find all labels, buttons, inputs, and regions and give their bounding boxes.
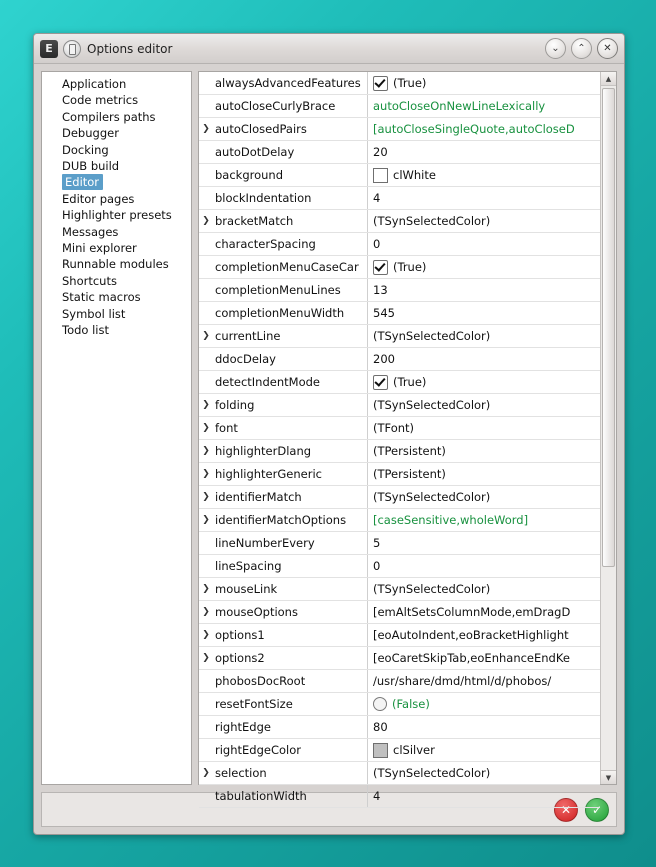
property-value-cell[interactable] <box>368 371 600 393</box>
property-name: autoCloseCurlyBrace <box>213 95 368 117</box>
property-value: (TPersistent) <box>373 467 446 482</box>
expander-placeholder <box>199 716 213 738</box>
property-value: 4 <box>373 191 381 206</box>
property-value: (True) <box>393 375 427 390</box>
property-value-cell[interactable] <box>368 739 600 761</box>
tree-item-label: Runnable modules <box>62 257 169 272</box>
property-value: 20 <box>373 145 388 160</box>
tree-item-label: Code metrics <box>62 93 139 108</box>
tree-item-static-macros[interactable] <box>48 289 189 305</box>
tree-item-debugger[interactable] <box>48 125 189 141</box>
expander-placeholder <box>199 785 213 807</box>
property-value-cell[interactable] <box>368 716 600 738</box>
tree-item-code-metrics[interactable] <box>48 92 189 108</box>
color-swatch[interactable] <box>373 168 388 183</box>
property-value-cell[interactable] <box>368 233 600 255</box>
tree-item-dub-build[interactable] <box>48 158 189 174</box>
expander-placeholder <box>199 95 213 117</box>
tree-item-symbol-list[interactable] <box>48 306 189 322</box>
property-value-cell[interactable] <box>368 256 600 278</box>
expander-placeholder <box>199 256 213 278</box>
expander-placeholder <box>199 164 213 186</box>
property-name: options1 <box>213 624 368 646</box>
cancel-button[interactable]: ✕ <box>554 798 578 822</box>
property-value-cell[interactable] <box>368 555 600 577</box>
property-value: (TSynSelectedColor) <box>373 398 491 413</box>
expand-arrow-icon[interactable]: ❯ <box>202 515 210 526</box>
property-row[interactable] <box>199 624 600 647</box>
property-row[interactable] <box>199 509 600 532</box>
property-name: highlighterGeneric <box>213 463 368 485</box>
property-name: lineNumberEvery <box>213 532 368 554</box>
property-row[interactable] <box>199 532 600 555</box>
property-value: (TFont) <box>373 421 415 436</box>
property-row[interactable] <box>199 141 600 164</box>
property-row[interactable] <box>199 325 600 348</box>
property-name: alwaysAdvancedFeatures <box>213 72 368 94</box>
property-value-cell[interactable] <box>368 210 600 232</box>
property-name: blockIndentation <box>213 187 368 209</box>
expand-arrow-icon[interactable]: ❯ <box>202 607 210 618</box>
property-value: [eoAutoIndent,eoBracketHighlight <box>373 628 569 643</box>
categories-tree[interactable] <box>41 71 192 785</box>
property-value-cell[interactable] <box>368 417 600 439</box>
property-value-cell[interactable] <box>368 141 600 163</box>
property-value: 5 <box>373 536 381 551</box>
property-value-cell[interactable] <box>368 394 600 416</box>
property-value-cell[interactable] <box>368 325 600 347</box>
checkbox-icon[interactable] <box>373 375 388 390</box>
property-value: (TSynSelectedColor) <box>373 490 491 505</box>
property-value-cell[interactable] <box>368 348 600 370</box>
property-row[interactable] <box>199 693 600 716</box>
property-value: 0 <box>373 559 381 574</box>
tree-item-label: Shortcuts <box>62 273 117 288</box>
property-row[interactable] <box>199 647 600 670</box>
expand-arrow-icon[interactable]: ❯ <box>202 423 210 434</box>
minimize-button[interactable]: ⌄ <box>545 38 566 59</box>
property-name: options2 <box>213 647 368 669</box>
expand-arrow-icon[interactable]: ❯ <box>202 124 210 135</box>
property-name: selection <box>213 762 368 784</box>
expand-arrow-icon[interactable]: ❯ <box>202 216 210 227</box>
property-name: identifierMatchOptions <box>213 509 368 531</box>
property-value-cell[interactable] <box>368 624 600 646</box>
expand-arrow-icon[interactable]: ❯ <box>202 331 210 342</box>
property-value-cell[interactable] <box>368 762 600 784</box>
property-value: 0 <box>373 237 381 252</box>
window-controls <box>545 38 618 59</box>
scroll-thumb[interactable] <box>602 88 615 567</box>
property-name: autoDotDelay <box>213 141 368 163</box>
checkbox-icon[interactable] <box>373 76 388 91</box>
property-value-cell[interactable] <box>368 647 600 669</box>
property-value: 4 <box>373 789 381 804</box>
property-value: (False) <box>392 697 430 712</box>
property-name: folding <box>213 394 368 416</box>
properties-grid[interactable] <box>198 71 617 804</box>
property-name: completionMenuCaseCar <box>213 256 368 278</box>
property-row[interactable] <box>199 716 600 739</box>
tree-item-label: Messages <box>62 224 119 239</box>
tree-item-label: Editor <box>62 174 103 190</box>
property-value: /usr/share/dmd/html/d/phobos/ <box>373 674 552 689</box>
property-row[interactable] <box>199 601 600 624</box>
tree-item-highlighter-presets[interactable] <box>48 207 189 223</box>
tree-item-label: Todo list <box>62 322 109 337</box>
tree-item-docking[interactable] <box>48 142 189 158</box>
expander-placeholder <box>199 693 213 715</box>
property-row[interactable] <box>199 463 600 486</box>
property-value-cell[interactable] <box>368 670 600 692</box>
property-name: background <box>213 164 368 186</box>
expander-placeholder <box>199 555 213 577</box>
property-value-cell[interactable] <box>368 302 600 324</box>
property-row[interactable] <box>199 210 600 233</box>
property-value-cell[interactable] <box>368 118 600 140</box>
expander-placeholder <box>199 532 213 554</box>
property-value: [caseSensitive,wholeWord] <box>373 513 529 528</box>
property-name: tabulationWidth <box>213 785 368 807</box>
property-row[interactable] <box>199 256 600 279</box>
property-value: [emAltSetsColumnMode,emDragD <box>373 605 571 620</box>
options-icon <box>63 40 81 58</box>
property-value: (TSynSelectedColor) <box>373 582 491 597</box>
accept-button[interactable]: ✓ <box>585 798 609 822</box>
property-name: completionMenuWidth <box>213 302 368 324</box>
property-row[interactable] <box>199 279 600 302</box>
property-value: 200 <box>373 352 395 367</box>
property-value-cell[interactable] <box>368 693 600 715</box>
property-value: 545 <box>373 306 395 321</box>
property-name: completionMenuLines <box>213 279 368 301</box>
tree-item-label: DUB build <box>62 158 120 173</box>
property-value: 13 <box>373 283 388 298</box>
expand-arrow-icon[interactable]: ❯ <box>202 469 210 480</box>
property-value: autoCloseOnNewLineLexically <box>373 99 546 114</box>
checkbox-icon[interactable] <box>373 697 387 711</box>
property-name: resetFontSize <box>213 693 368 715</box>
property-row[interactable] <box>199 394 600 417</box>
property-row[interactable] <box>199 118 600 141</box>
expander-placeholder <box>199 187 213 209</box>
scroll-track[interactable] <box>601 86 616 770</box>
property-row[interactable] <box>199 187 600 210</box>
maximize-button[interactable]: ⌃ <box>571 38 592 59</box>
property-name: mouseLink <box>213 578 368 600</box>
expand-arrow-icon[interactable]: ❯ <box>202 768 210 779</box>
property-value: [autoCloseSingleQuote,autoCloseD <box>373 122 575 137</box>
property-name: characterSpacing <box>213 233 368 255</box>
tree-item-compilers-paths[interactable] <box>48 109 189 125</box>
property-row[interactable] <box>199 417 600 440</box>
tree-item-label: Compilers paths <box>62 109 156 124</box>
property-value: clWhite <box>393 168 436 183</box>
property-row[interactable] <box>199 440 600 463</box>
expander-placeholder <box>199 141 213 163</box>
property-value-cell[interactable] <box>368 486 600 508</box>
tree-item-application[interactable] <box>48 76 189 92</box>
expander-placeholder <box>199 670 213 692</box>
checkbox-icon[interactable] <box>373 260 388 275</box>
property-value-cell[interactable] <box>368 72 600 94</box>
expand-arrow-icon[interactable]: ❯ <box>202 400 210 411</box>
property-row[interactable] <box>199 762 600 785</box>
options-editor-window <box>33 33 625 835</box>
property-row[interactable] <box>199 486 600 509</box>
property-row[interactable] <box>199 72 600 95</box>
property-name: autoClosedPairs <box>213 118 368 140</box>
expander-placeholder <box>199 279 213 301</box>
property-name: identifierMatch <box>213 486 368 508</box>
property-name: phobosDocRoot <box>213 670 368 692</box>
tree-item-label: Editor pages <box>62 191 135 206</box>
tree-item-label: Docking <box>62 142 109 157</box>
property-value-cell[interactable] <box>368 187 600 209</box>
window-title: Options editor <box>87 41 173 56</box>
scroll-up-arrow-icon[interactable]: ▲ <box>601 72 616 86</box>
expand-arrow-icon[interactable]: ❯ <box>202 446 210 457</box>
property-row[interactable] <box>199 95 600 118</box>
property-value: 80 <box>373 720 388 735</box>
tree-item-todo-list[interactable] <box>48 322 189 338</box>
expander-placeholder <box>199 233 213 255</box>
property-name: detectIndentMode <box>213 371 368 393</box>
property-value: (TPersistent) <box>373 444 446 459</box>
property-name: rightEdge <box>213 716 368 738</box>
property-name: rightEdgeColor <box>213 739 368 761</box>
property-value-cell[interactable] <box>368 578 600 600</box>
app-icon: E <box>40 40 58 58</box>
property-value: (True) <box>393 76 427 91</box>
property-row[interactable] <box>199 233 600 256</box>
property-row[interactable] <box>199 302 600 325</box>
tree-item-label: Symbol list <box>62 306 126 321</box>
property-name: mouseOptions <box>213 601 368 623</box>
expander-placeholder <box>199 739 213 761</box>
expand-arrow-icon[interactable]: ❯ <box>202 630 210 641</box>
property-value-cell[interactable] <box>368 440 600 462</box>
tree-item-messages[interactable] <box>48 224 189 240</box>
property-row[interactable] <box>199 555 600 578</box>
property-value: (TSynSelectedColor) <box>373 214 491 229</box>
property-row[interactable] <box>199 739 600 762</box>
property-row[interactable] <box>199 164 600 187</box>
property-row[interactable] <box>199 578 600 601</box>
window-body <box>34 64 624 804</box>
property-value-cell[interactable] <box>368 509 600 531</box>
tree-item-shortcuts[interactable] <box>48 273 189 289</box>
tree-item-runnable-modules[interactable] <box>48 256 189 272</box>
close-button[interactable]: ✕ <box>597 38 618 59</box>
property-value-cell[interactable] <box>368 164 600 186</box>
tree-item-label: Highlighter presets <box>62 208 172 223</box>
property-row[interactable] <box>199 348 600 371</box>
tree-item-mini-explorer[interactable] <box>48 240 189 256</box>
expand-arrow-icon[interactable]: ❯ <box>202 653 210 664</box>
tree-item-label: Mini explorer <box>62 240 137 255</box>
property-row[interactable] <box>199 670 600 693</box>
property-value: (True) <box>393 260 427 275</box>
property-value: (TSynSelectedColor) <box>373 766 491 781</box>
property-name: font <box>213 417 368 439</box>
expander-placeholder <box>199 72 213 94</box>
property-row[interactable] <box>199 785 600 808</box>
categories-list <box>48 76 189 338</box>
property-value-cell[interactable] <box>368 95 600 117</box>
properties-rows[interactable] <box>199 72 600 804</box>
property-value: [eoCaretSkipTab,eoEnhanceEndKe <box>373 651 570 666</box>
property-value-cell[interactable] <box>368 785 600 807</box>
expander-placeholder <box>199 371 213 393</box>
property-row[interactable] <box>199 371 600 394</box>
tree-item-label: Static macros <box>62 290 141 305</box>
property-value: clSilver <box>393 743 435 758</box>
expand-arrow-icon[interactable]: ❯ <box>202 492 210 503</box>
property-value-cell[interactable] <box>368 532 600 554</box>
property-name: lineSpacing <box>213 555 368 577</box>
tree-item-editor[interactable] <box>48 174 189 190</box>
tree-item-label: Application <box>62 77 127 92</box>
property-value-cell[interactable] <box>368 463 600 485</box>
tree-item-label: Debugger <box>62 126 119 141</box>
property-name: ddocDelay <box>213 348 368 370</box>
property-value: (TSynSelectedColor) <box>373 329 491 344</box>
expand-arrow-icon[interactable]: ❯ <box>202 584 210 595</box>
expander-placeholder <box>199 302 213 324</box>
color-swatch[interactable] <box>373 743 388 758</box>
tree-item-editor-pages[interactable] <box>48 191 189 207</box>
property-value-cell[interactable] <box>368 601 600 623</box>
grid-vertical-scrollbar[interactable] <box>600 72 616 784</box>
expander-placeholder <box>199 348 213 370</box>
window-titlebar[interactable] <box>34 34 624 64</box>
property-name: currentLine <box>213 325 368 347</box>
scroll-down-arrow-icon[interactable]: ▼ <box>601 770 616 784</box>
property-value-cell[interactable] <box>368 279 600 301</box>
property-name: bracketMatch <box>213 210 368 232</box>
property-name: highlighterDlang <box>213 440 368 462</box>
